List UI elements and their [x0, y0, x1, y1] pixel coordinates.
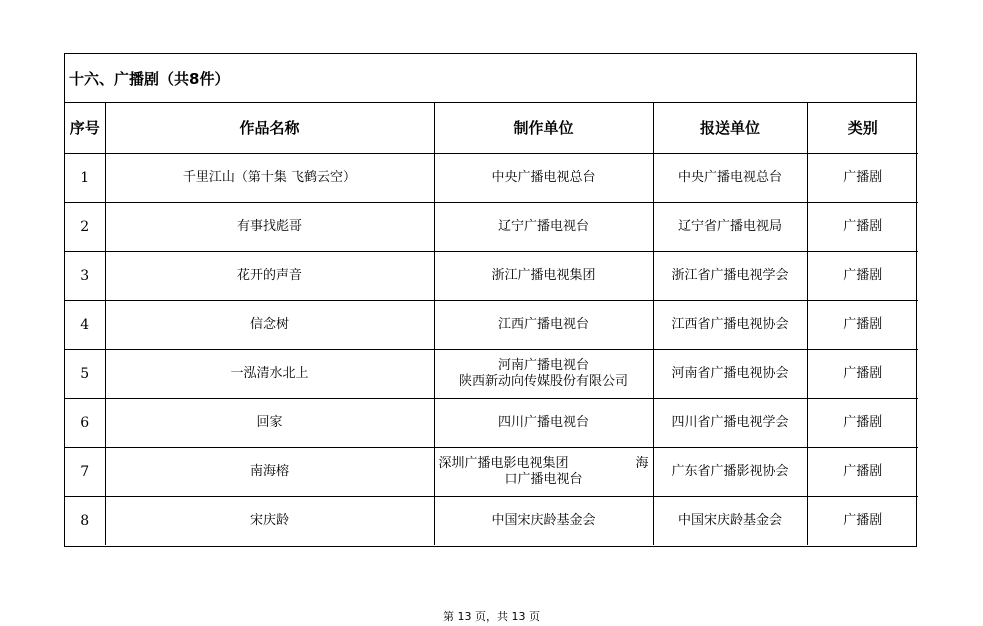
header-row	[65, 103, 918, 153]
row-category: 广播剧	[807, 300, 918, 349]
page-footer	[0, 608, 983, 624]
producer-line	[435, 456, 653, 472]
producer-part: 深圳广播电影电视集团	[438, 455, 569, 471]
table-row	[65, 398, 918, 447]
footer-middle: 页，共	[475, 610, 508, 623]
table-row	[65, 496, 918, 545]
row-title: 千里江山（第十集 飞鹤云空）	[105, 153, 434, 202]
row-submitter: 四川省广播电视学会	[653, 398, 807, 447]
row-submitter: 辽宁省广播电视局	[653, 202, 807, 251]
row-producer: 辽宁广播电视台	[434, 202, 653, 251]
row-no: 2	[65, 202, 105, 251]
producer-line: 河南广播电视台	[497, 357, 589, 373]
row-no: 6	[65, 398, 105, 447]
row-no: 8	[65, 496, 105, 545]
row-producer: 浙江广播电视集团	[434, 251, 653, 300]
table-row	[65, 153, 918, 202]
awards-table	[65, 103, 918, 545]
table-row	[65, 349, 918, 398]
row-submitter: 河南省广播电视协会	[653, 349, 807, 398]
row-submitter: 江西省广播电视协会	[653, 300, 807, 349]
header-no: 序号	[65, 103, 105, 153]
table-row	[65, 300, 918, 349]
row-title: 南海榕	[105, 447, 434, 496]
row-category: 广播剧	[807, 447, 918, 496]
row-title: 信念树	[105, 300, 434, 349]
header-submitter: 报送单位	[653, 103, 807, 153]
row-no: 5	[65, 349, 105, 398]
row-producer	[434, 447, 653, 496]
row-submitter: 广东省广播影视协会	[653, 447, 807, 496]
row-title: 花开的声音	[105, 251, 434, 300]
header-title: 作品名称	[105, 103, 434, 153]
row-no: 1	[65, 153, 105, 202]
row-title: 一泓清水北上	[105, 349, 434, 398]
producer-line: 口广播电视台	[504, 471, 583, 487]
header-category: 类别	[807, 103, 918, 153]
footer-total-pages: 13	[511, 610, 526, 623]
row-category: 广播剧	[807, 202, 918, 251]
row-category: 广播剧	[807, 496, 918, 545]
row-producer: 中央广播电视总台	[434, 153, 653, 202]
row-category: 广播剧	[807, 349, 918, 398]
table-row	[65, 202, 918, 251]
row-producer	[434, 349, 653, 398]
row-title: 回家	[105, 398, 434, 447]
row-submitter: 浙江省广播电视学会	[653, 251, 807, 300]
row-producer: 中国宋庆龄基金会	[434, 496, 653, 545]
row-producer: 江西广播电视台	[434, 300, 653, 349]
footer-page-number: 13	[457, 610, 472, 623]
producer-part: 海	[635, 455, 649, 471]
producer-line: 陕西新动向传媒股份有限公司	[458, 373, 628, 389]
row-no: 3	[65, 251, 105, 300]
row-title: 宋庆龄	[105, 496, 434, 545]
section-title: 十六、广播剧（共8件）	[65, 54, 916, 103]
footer-prefix: 第	[443, 610, 454, 623]
header-producer: 制作单位	[434, 103, 653, 153]
row-category: 广播剧	[807, 398, 918, 447]
row-submitter: 中国宋庆龄基金会	[653, 496, 807, 545]
awards-table-sheet	[64, 53, 917, 547]
row-no: 4	[65, 300, 105, 349]
row-no: 7	[65, 447, 105, 496]
row-submitter: 中央广播电视总台	[653, 153, 807, 202]
table-row	[65, 251, 918, 300]
row-category: 广播剧	[807, 153, 918, 202]
table-row	[65, 447, 918, 496]
footer-suffix: 页	[529, 610, 540, 623]
row-category: 广播剧	[807, 251, 918, 300]
row-producer: 四川广播电视台	[434, 398, 653, 447]
row-title: 有事找彪哥	[105, 202, 434, 251]
